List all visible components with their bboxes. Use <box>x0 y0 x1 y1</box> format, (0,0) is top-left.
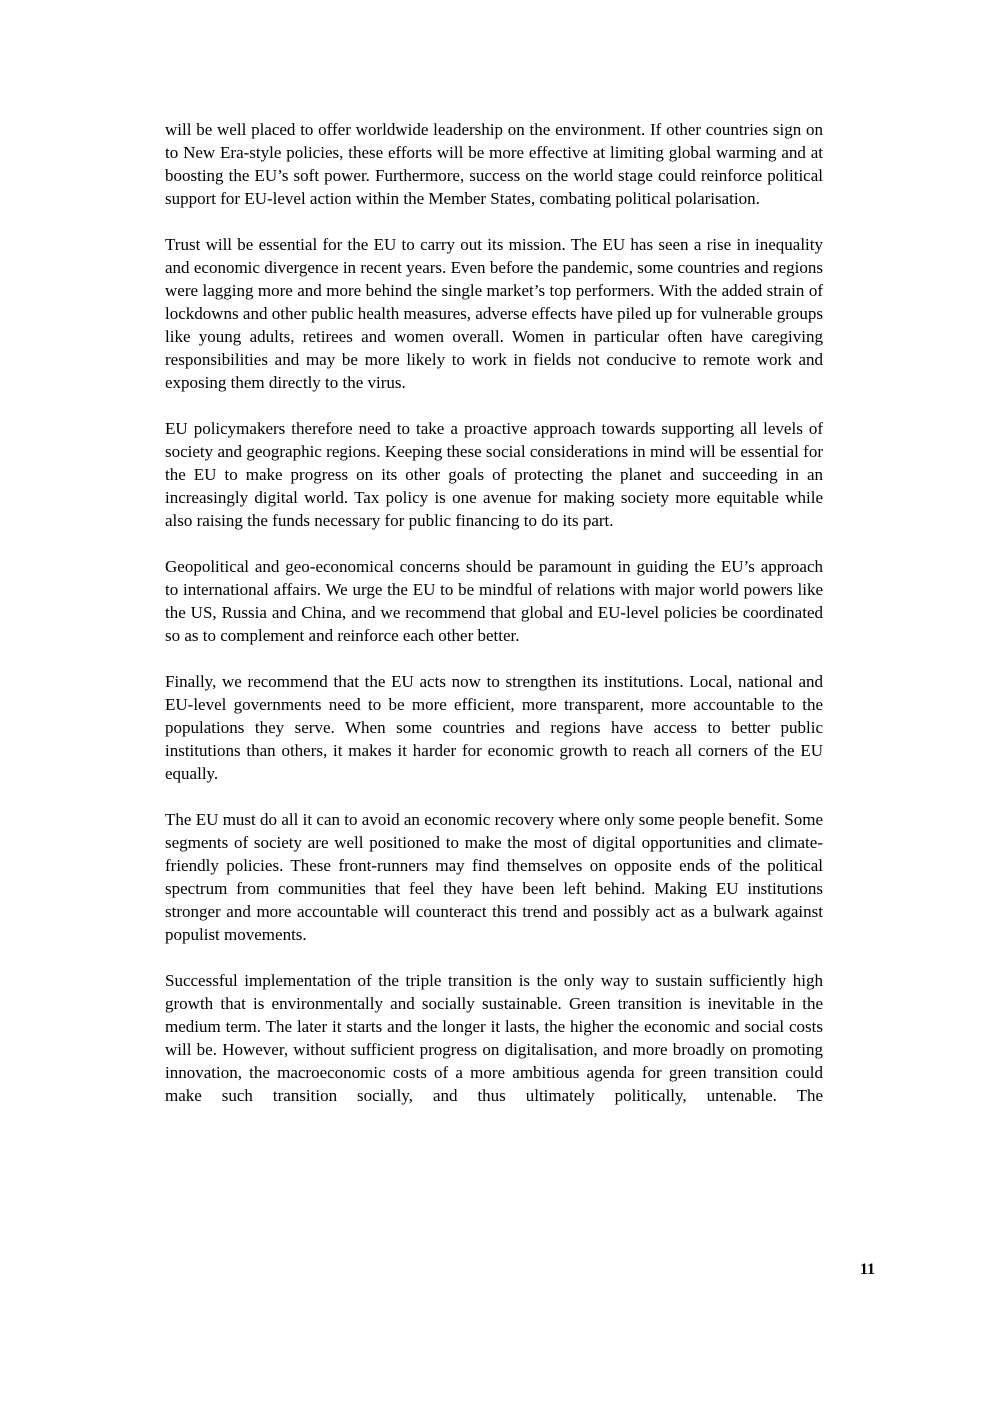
body-text <box>165 118 823 1107</box>
paragraph: EU policymakers therefore need to take a proactive approach towards supporting all levels of society and geographic regions. Keeping these social considerations in mind will be essential for the EU to make progress on its other goals of protecting the planet and succeeding in an increasingly digital world. Tax policy is one avenue for making society more equitable while also raising the funds necessary for public financing to do its part. <box>165 419 823 530</box>
paragraph: Geopolitical and geo-economical concerns should be paramount in guiding the EU’s approach to international affairs. We urge the EU to be mindful of relations with major world powers like the US, Russia and China, and we recommend that global and EU-level policies be coordinated so as to complement and reinforce each other better. <box>165 557 823 645</box>
paragraph: will be well placed to offer worldwide leadership on the environment. If other countries sign on to New Era-style policies, these efforts will be more effective at limiting global warming and at boosting the EU’s soft power. Furthermore, success on the world stage could reinforce political support for EU-level action within the Member States, combating political polarisation. <box>165 120 823 208</box>
paragraph: Trust will be essential for the EU to carry out its mission. The EU has seen a rise in inequality and economic divergence in recent years. Even before the pandemic, some countries and regions were lagging more and more behind the single market’s top performers. With the added strain of lockdowns and other public health measures, adverse effects have piled up for vulnerable groups like young adults, retirees and women overall. Women in particular often have caregiving responsibilities and may be more likely to work in fields not conducive to remote work and exposing them directly to the virus. <box>165 235 823 392</box>
page-number: 11 <box>859 1261 875 1278</box>
paragraph: The EU must do all it can to avoid an economic recovery where only some people benefit. Some segments of society are well positioned to make the most of digital opportunities and climate-friendly policies. These front-runners may find themselves on opposite ends of the political spectrum from communities that feel they have been left behind. Making EU institutions stronger and more accountable will counteract this trend and possibly act as a bulwark against populist movements. <box>165 810 823 944</box>
paragraph: Finally, we recommend that the EU acts now to strengthen its institutions. Local, national and EU-level governments need to be more efficient, more transparent, more accountable to the populations they serve. When some countries and regions have access to better public institutions than others, it makes it harder for economic growth to reach all corners of the EU equally. <box>165 672 823 783</box>
paragraph: Successful implementation of the triple transition is the only way to sustain sufficiently high growth that is environmentally and socially sustainable. Green transition is inevitable in the medium term. The later it starts and the longer it lasts, the higher the economic and social costs will be. However, without sufficient progress on digitalisation, and more broadly on promoting innovation, the macroeconomic costs of a more ambitious agenda for green transition could make such transition socially, and thus ultimately politically, untenable. The <box>165 971 823 1105</box>
